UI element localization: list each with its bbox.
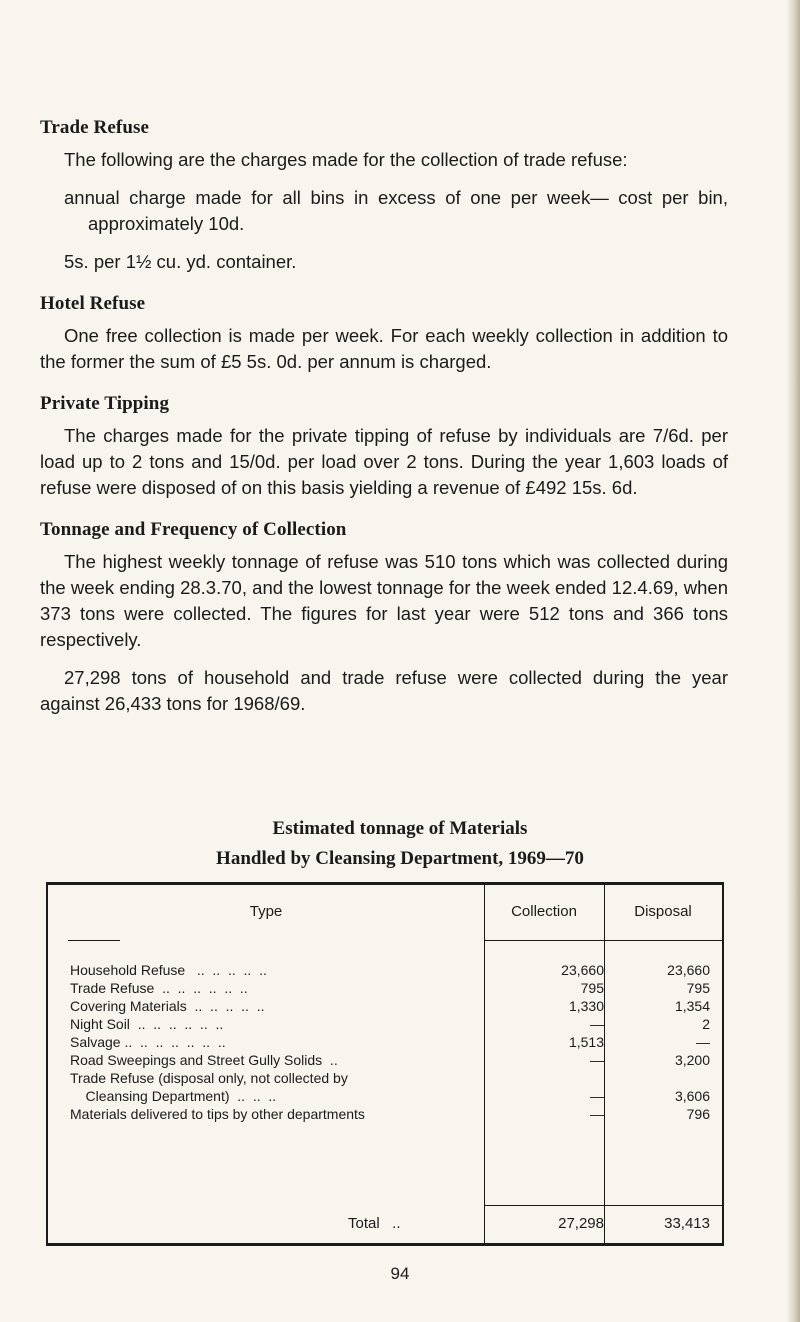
row-disposal: 795 xyxy=(686,980,710,996)
row-disposal: 3,200 xyxy=(674,1052,710,1068)
trade-refuse-annual-charge: annual charge made for all bins in excess of one per week— cost per bin, approximately 10d. xyxy=(64,187,728,234)
total-collection: 27,298 xyxy=(558,1215,604,1232)
page-edge-shadow xyxy=(786,0,800,1322)
table-title-line2: Handled by Cleansing Department, 1969—70 xyxy=(216,848,584,869)
row-collection: 23,660 xyxy=(561,962,604,978)
private-tipping-text: The charges made for the private tipping of refuse by individuals are 7/6d. per load up to 2 tons and 15/0d. per load over 2 tons. During the year 1,603 loads of refuse were disposed of on this basis yielding a revenue of £492 15s. 6d. xyxy=(40,425,728,498)
header-collection: Collection xyxy=(511,903,577,920)
tonnage-table xyxy=(46,882,724,1246)
row-collection: 1,513 xyxy=(568,1034,604,1050)
row-disposal: 23,660 xyxy=(667,962,710,978)
heading-hotel-refuse: Hotel Refuse xyxy=(40,293,146,314)
heading-trade-refuse: Trade Refuse xyxy=(40,117,150,138)
table-title-line1: Estimated tonnage of Materials xyxy=(272,818,528,839)
table-row xyxy=(48,1105,722,1123)
header-disposal: Disposal xyxy=(634,903,692,920)
table-row xyxy=(48,1069,722,1087)
tonnage-weekly-text: The highest weekly tonnage of refuse was 510 tons which was collected during the week ending 28.3.70, and the lowest tonnage for the week ended 12.4.69, when 373 tons were collected. The figures for last year were 512 tons and 366 tons respectively. xyxy=(40,551,728,650)
row-collection: 1,330 xyxy=(568,998,604,1014)
trade-refuse-container-charge: 5s. per 1½ cu. yd. container. xyxy=(64,251,297,272)
table-row xyxy=(48,979,722,997)
row-label: Night Soil .. .. .. .. .. .. xyxy=(70,1016,224,1032)
row-label: Covering Materials .. .. .. .. .. xyxy=(70,998,265,1014)
row-collection: — xyxy=(590,1106,604,1122)
table-row xyxy=(48,1033,722,1051)
header-rule xyxy=(68,940,120,941)
total-rule xyxy=(484,1205,722,1206)
total-label: Total .. xyxy=(348,1215,401,1232)
row-collection: 795 xyxy=(580,980,604,996)
table-total-row xyxy=(48,1215,722,1233)
header-type: Type xyxy=(249,903,283,920)
row-label: Materials delivered to tips by other departments xyxy=(70,1106,365,1122)
hotel-refuse-text: One free collection is made per week. For each weekly collection in addition to the former the sum of £5 5s. 0d. per annum is charged. xyxy=(40,325,728,372)
tonnage-annual-text: 27,298 tons of household and trade refuse were collected during the year against 26,433 tons for 1968/69. xyxy=(40,667,728,714)
table-row xyxy=(48,1087,722,1105)
row-disposal: 796 xyxy=(686,1106,710,1122)
row-disposal: 1,354 xyxy=(674,998,710,1014)
row-disposal: — xyxy=(696,1034,710,1050)
heading-tonnage-frequency: Tonnage and Frequency of Collection xyxy=(40,519,347,540)
row-label: Household Refuse .. .. .. .. .. xyxy=(70,962,267,978)
header-rule xyxy=(484,940,722,941)
heading-private-tipping: Private Tipping xyxy=(40,393,170,414)
row-collection: — xyxy=(590,1088,604,1104)
row-label: Trade Refuse .. .. .. .. .. .. xyxy=(70,980,248,996)
row-label: Salvage .. .. .. .. .. .. .. xyxy=(70,1034,226,1050)
row-label: Road Sweepings and Street Gully Solids .. xyxy=(70,1052,338,1068)
total-disposal: 33,413 xyxy=(664,1215,710,1232)
row-label: Cleansing Department) .. .. .. xyxy=(70,1088,277,1104)
document-body xyxy=(40,117,728,717)
page-number: 94 xyxy=(390,1264,410,1283)
row-collection: — xyxy=(590,1052,604,1068)
row-label: Trade Refuse (disposal only, not collected by xyxy=(70,1070,348,1086)
table-row xyxy=(48,961,722,979)
row-disposal: 3,606 xyxy=(674,1088,710,1104)
table-row xyxy=(48,1015,722,1033)
table-row xyxy=(48,1051,722,1069)
table-row xyxy=(48,997,722,1015)
trade-refuse-intro: The following are the charges made for the collection of trade refuse: xyxy=(64,149,628,170)
row-disposal: 2 xyxy=(702,1016,710,1032)
row-collection: — xyxy=(590,1016,604,1032)
